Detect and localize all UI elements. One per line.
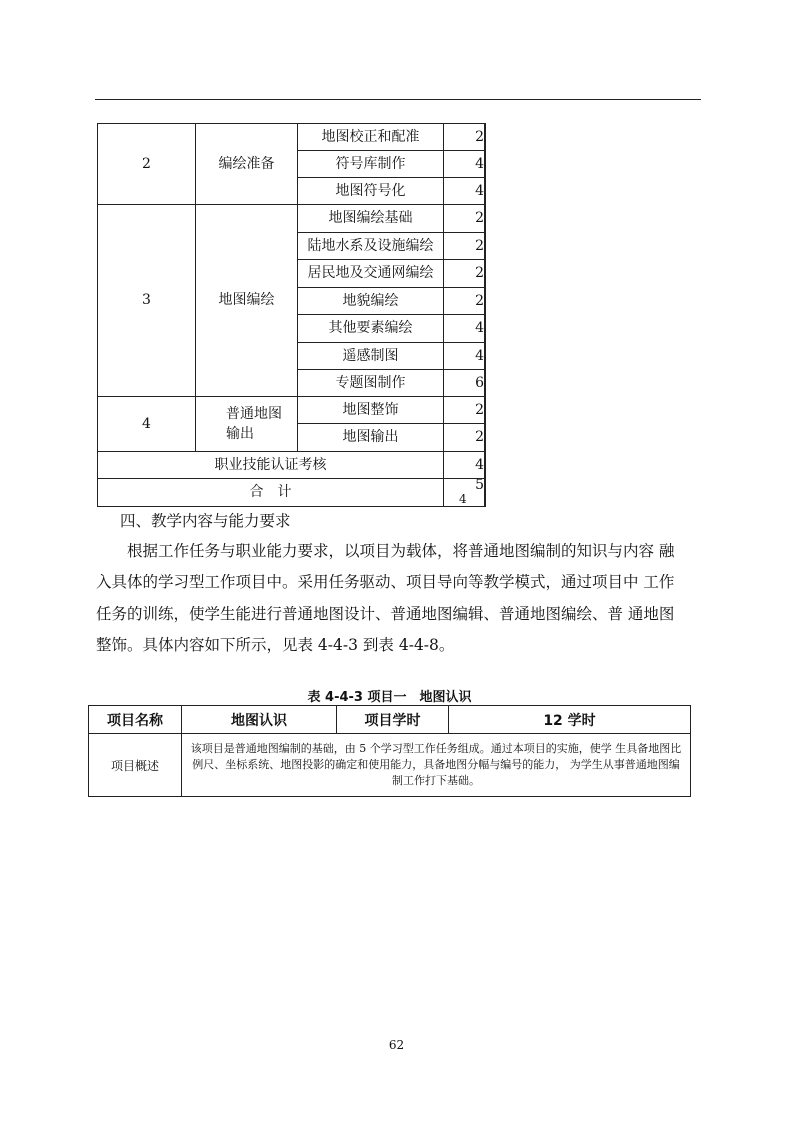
- table-cell-task: 专题图制作: [297, 369, 444, 397]
- table-cell-stage: [195, 396, 298, 452]
- table-cell-hours: 2: [443, 423, 486, 452]
- project-name-value: 地图认识: [181, 705, 337, 734]
- stage-text: 普通地图输出: [226, 406, 282, 442]
- table-cell-no: 4: [97, 396, 196, 452]
- paragraph-line: 任务的训练，使学生能进行普通地图设计、普通地图编辑、普通地图编绘、普 通地图: [96, 605, 675, 623]
- table-cell-hours: 4: [443, 150, 486, 178]
- paragraph-line: 根据工作任务与职业能力要求，以项目为载体，将普通地图编制的知识与内容 融: [96, 542, 675, 560]
- table-cell-no: 3: [97, 204, 196, 397]
- header-project-hours: 项目学时: [336, 705, 449, 734]
- table-cell-task: 居民地及交通网编绘: [297, 259, 444, 288]
- paragraph-line: 整饰。具体内容如下所示，见表 4-4-3 到表 4-4-8。: [96, 636, 455, 654]
- table-cell-task: 地图整饰: [297, 396, 444, 424]
- table-cell-hours: 6: [443, 369, 486, 397]
- overview-text: 该项目是普通地图编制的基础，由 5 个学习型工作任务组成。通过本项目的实施，使学 生具备地图比例尺、坐标系统、地图投影的确定和使用能力，具备地图分幅与编号的能力， 为学生从事普通地图编制工作打下基础。: [181, 733, 691, 797]
- table-cell-total: 合 计: [97, 478, 444, 507]
- table-cell-hours: 2: [443, 259, 486, 288]
- table-cell-task: 其他要素编绘: [297, 314, 444, 343]
- table-cell-stage: 地图编绘: [195, 204, 298, 397]
- section-heading: 四、教学内容与能力要求: [120, 512, 291, 530]
- table-cell-task: 地貌编绘: [297, 287, 444, 315]
- table-cell-hours: 2: [443, 123, 486, 151]
- table-cell-hours: 4: [443, 342, 486, 370]
- table-cell-hours: 4: [443, 314, 486, 343]
- table-cell-task: 符号库制作: [297, 150, 444, 178]
- table-caption: 表 4-4-3 项目一 地图认识: [307, 690, 472, 705]
- table-cell-stage: 编绘准备: [195, 123, 298, 205]
- page-number: 62: [388, 1038, 405, 1052]
- header-rule: [95, 99, 701, 100]
- table-cell-hours: 2: [443, 204, 486, 233]
- total-hours-2: 4: [459, 492, 467, 506]
- header-project-name: 项目名称: [88, 705, 182, 734]
- project-hours-value: 12 学时: [448, 705, 691, 734]
- table-cell-total-hours: [443, 478, 486, 507]
- overview-label: 项目概述: [88, 733, 182, 797]
- table-cell-hours: 2: [443, 232, 486, 260]
- table-cell-hours: 4: [443, 451, 486, 479]
- table-cell-hours: 2: [443, 287, 486, 315]
- table-cell-hours: 4: [443, 177, 486, 205]
- table-cell-hours: 2: [443, 396, 486, 424]
- table-cell-no: 2: [97, 123, 196, 205]
- table-cell-task: 遥感制图: [297, 342, 444, 370]
- table-cell-task: 地图编绘基础: [297, 204, 444, 233]
- table-cell-task: 地图输出: [297, 423, 444, 452]
- total-hours-1: 5: [475, 478, 484, 493]
- table-cell-cert: 职业技能认证考核: [97, 451, 444, 479]
- table-cell-task: 地图符号化: [297, 177, 444, 205]
- paragraph-line: 入具体的学习型工作项目中。采用任务驱动、项目导向等教学模式，通过项目中 工作: [96, 573, 675, 591]
- table-cell-task: 陆地水系及设施编绘: [297, 232, 444, 260]
- table-cell-task: 地图校正和配准: [297, 123, 444, 151]
